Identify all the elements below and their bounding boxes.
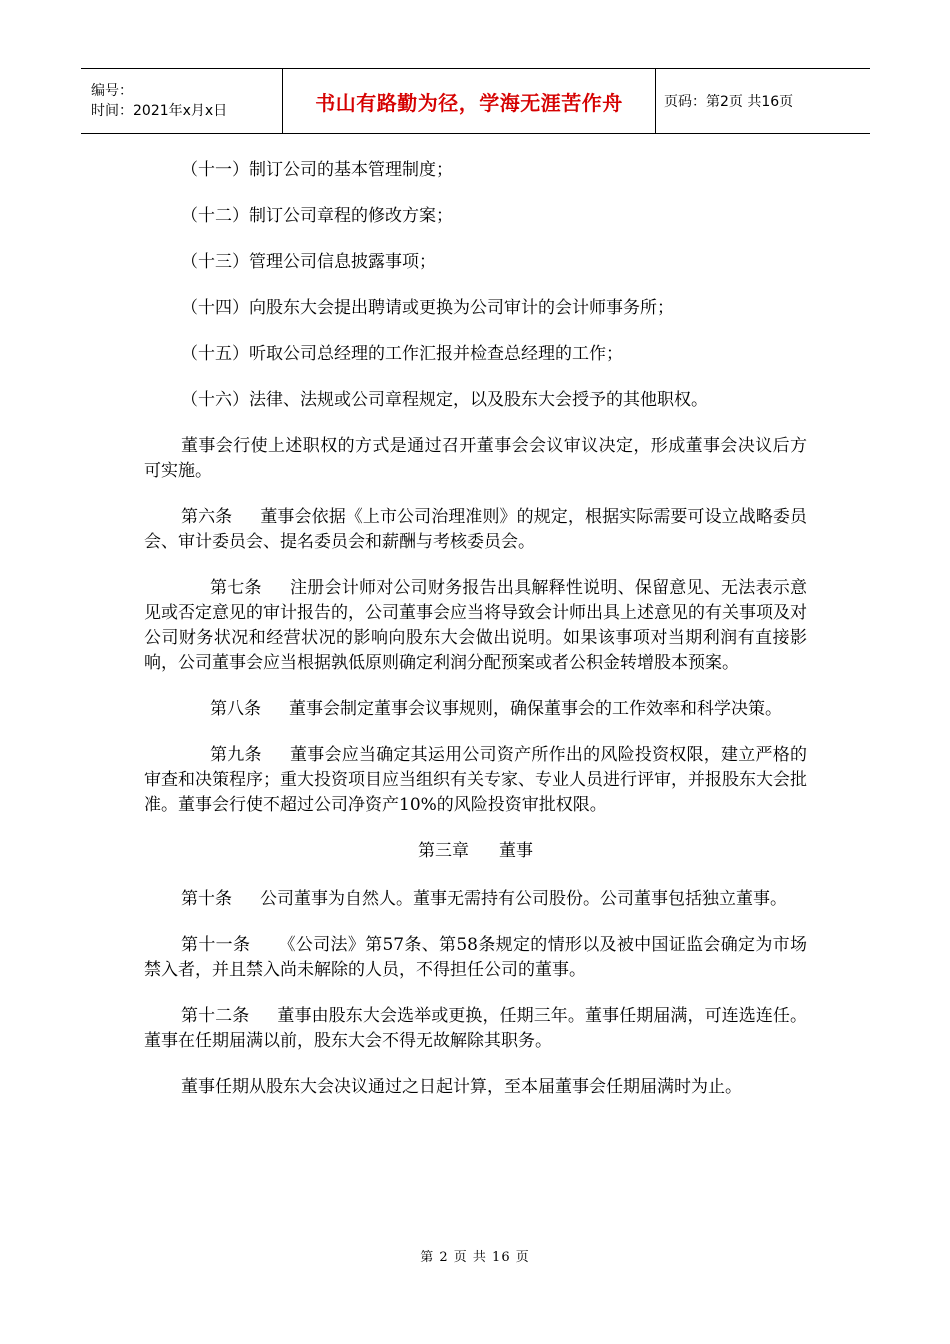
article-number: 第十一条 [181,935,251,955]
article-text: 董事会应当确定其运用公司资产所作出的风险投资权限，建立严格的审查和决策程序；重大投资项目应当组织有关专家、专业人员进行评审，并报股东大会批准。董事会行使不超过公司净资产10%的风险投资审批权限。 [144,745,808,815]
article-text: 《公司法》第57条、第58条规定的情形以及被中国证监会确定为市场禁入者，并且禁入尚未解除的人员，不得担任公司的董事。 [144,935,807,980]
page-header [81,68,870,134]
article-7 [144,576,807,676]
article-6 [144,505,807,555]
article-text: 董事由股东大会选举或更换，任期三年。董事任期届满，可连选连任。董事在任期届满以前，股东大会不得无故解除其职务。 [144,1006,807,1051]
list-item: （十五）听取公司总经理的工作汇报并检查总经理的工作； [181,344,623,364]
list-item: （十六）法律、法规或公司章程规定，以及股东大会授予的其他职权。 [181,390,708,410]
list-item: （十一）制订公司的基本管理制度； [181,160,453,180]
paragraph-term: 董事任期从股东大会决议通过之日起计算，至本届董事会任期届满时为止。 [181,1077,742,1097]
time-label: 时间：2021年x月x日 [91,103,228,119]
article-number: 第六条 [181,507,233,527]
article-text: 董事会依据《上市公司治理准则》的规定，根据实际需要可设立战略委员会、审计委员会、提名委员会和薪酬与考核委员会。 [144,507,808,552]
chapter-title: 董事 [499,841,533,861]
article-number: 第十二条 [181,1006,250,1026]
list-item: （十二）制订公司章程的修改方案； [181,206,453,226]
page-footer: 第 2 页 共 16 页 [420,1250,530,1265]
paragraph-board-exercise: 董事会行使上述职权的方式是通过召开董事会会议审议决定，形成董事会决议后方可实施。 [144,436,807,481]
header-meta [81,69,282,133]
article-8 [144,697,807,722]
article-12 [144,1004,807,1054]
serial-label: 编号： [91,83,133,99]
header-page-info: 页码：第2页 共16页 [664,94,794,110]
article-text: 公司董事为自然人。董事无需持有公司股份。公司董事包括独立董事。 [260,889,787,909]
article-11 [144,933,807,983]
chapter-number: 第三章 [418,841,469,861]
header-motto: 书山有路勤为径，学海无涯苦作舟 [282,69,656,133]
list-item: （十四）向股东大会提出聘请或更换为公司审计的会计师事务所； [181,298,674,318]
article-9 [144,743,807,818]
article-number: 第七条 [210,578,262,598]
article-10 [144,887,807,912]
article-number: 第九条 [210,745,262,765]
article-text: 董事会制定董事会议事规则，确保董事会的工作效率和科学决策。 [289,699,782,719]
article-text: 注册会计师对公司财务报告出具解释性说明、保留意见、无法表示意见或否定意见的审计报告的，公司董事会应当将导致会计师出具上述意见的有关事项及对公司财务状况和经营状况的影响向股东大会做出说明。如果该事项对当期利润有直接影响，公司董事会应当根据孰低原则确定利润分配预案或者公积金转增股本预案。 [144,578,808,673]
document-body [144,158,807,1100]
chapter-heading [144,839,807,864]
article-number: 第十条 [181,889,232,909]
article-number: 第八条 [210,699,261,719]
list-item: （十三）管理公司信息披露事项； [181,252,436,272]
